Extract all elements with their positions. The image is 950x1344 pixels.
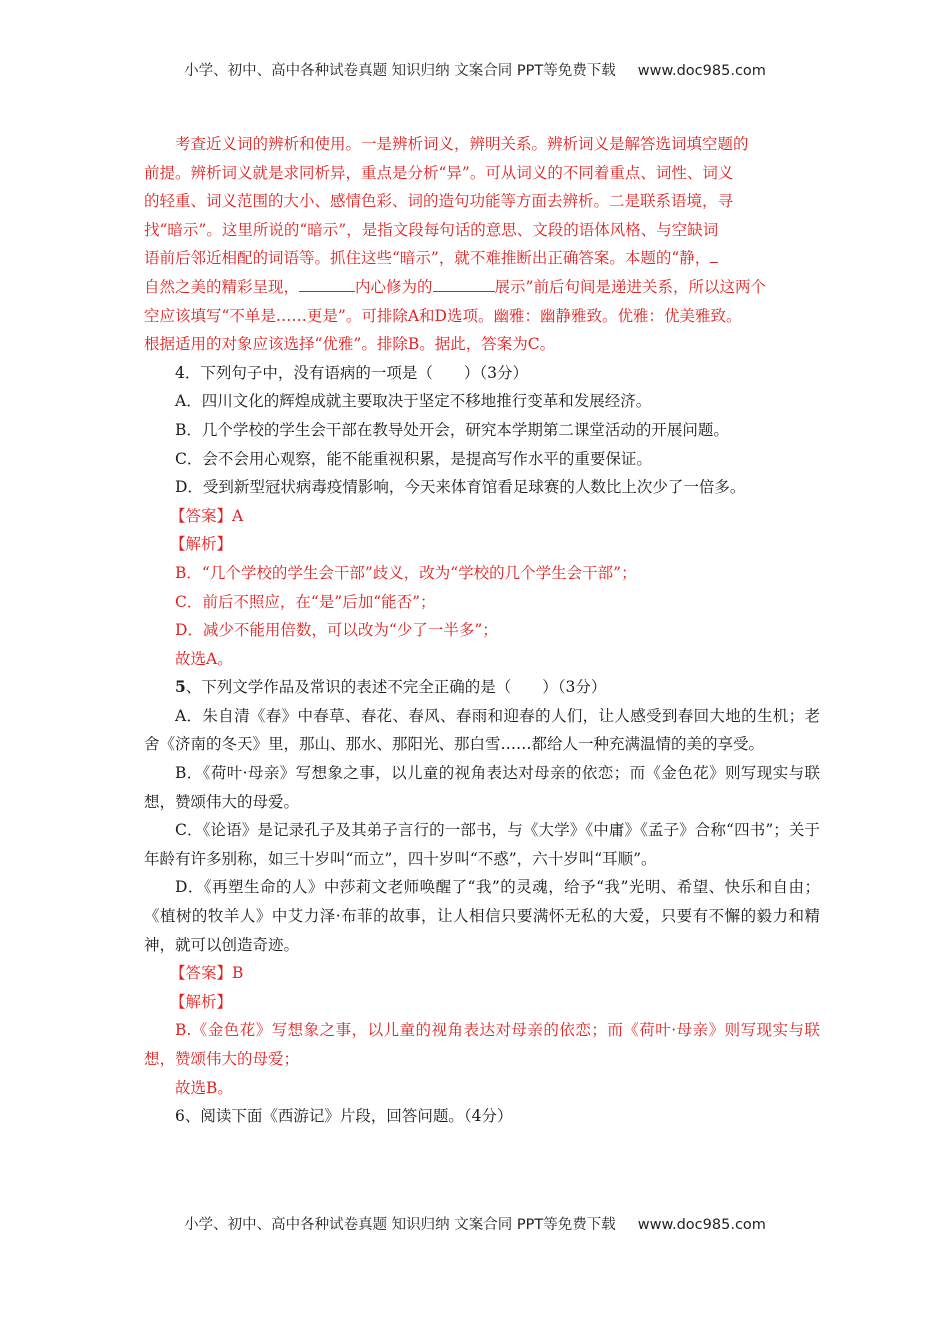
- analysis-text: B.《金色花》写想象之事，以儿童的视角表达对母亲的依恋；而《荷叶·母亲》则写现实与联想，赞颂伟大的母爱；: [144, 1021, 820, 1068]
- header-text: 小学、初中、高中各种试卷真题 知识归纳 文案合同 PPT等免费下载: [184, 63, 616, 79]
- question-6: [144, 1102, 820, 1131]
- analysis-line: 考查近义词的辨析和使用。一是辨析词义，辨明关系。辨析词义是解答选词填空题的: [175, 135, 749, 153]
- analysis-line: 的轻重、词义范围的大小、感情色彩、词的造句功能等方面去辨析。二是联系语境，寻: [144, 192, 734, 211]
- option-c: C．会不会用心观察，能不能重视积累，是提高写作水平的重要保证。: [175, 449, 652, 468]
- page-header: [0, 59, 950, 80]
- answer-label: 【答案】B: [170, 964, 244, 983]
- question-number: 5: [175, 677, 186, 697]
- footer-text: 小学、初中、高中各种试卷真题 知识归纳 文案合同 PPT等免费下载: [184, 1217, 616, 1233]
- question-text: 、下列文学作品及常识的表述不完全正确的是（ ）（3分）: [185, 678, 607, 697]
- analysis-line: 前提。辨析词义就是求同析异，重点是分析“异”。可从词义的不同着重点、词性、词义: [144, 163, 734, 182]
- footer-site-link[interactable]: www.doc985.com: [637, 1217, 766, 1233]
- option-c: C．《论语》是记录孔子及其弟子言行的一部书，与《大学》《中庸》《孟子》合称“四书”；关于年龄有许多别称，如三十岁叫“而立”，四十岁叫“不惑”，六十岁叫“耳顺”。: [144, 821, 820, 868]
- analysis-line: 空应该填写“不单是……更是”。可排除A和D选项。幽雅：幽静雅致。优雅：优美雅致。: [144, 306, 742, 325]
- question-stem: 4．下列句子中，没有语病的一项是（ ）（3分）: [175, 363, 528, 382]
- q3-analysis: [144, 130, 820, 359]
- analysis-text: 展示”前后句间是递进关系，所以这两个: [494, 277, 766, 296]
- analysis-label: 【解析】: [170, 992, 233, 1011]
- analysis-text: 内心修为的: [355, 277, 433, 296]
- document-body: [144, 130, 820, 1131]
- option-a: A．四川文化的辉煌成就主要取决于坚定不移地推行变革和发展经济。: [175, 392, 652, 411]
- fill-blank: [710, 248, 718, 264]
- analysis-line: [144, 273, 820, 302]
- analysis-text: C．前后不照应，在“是”后加“能否”；: [175, 592, 436, 611]
- answer-label: 【答案】A: [170, 506, 244, 525]
- page-footer: [0, 1213, 950, 1234]
- analysis-conclusion: 故选A。: [175, 649, 233, 668]
- question-4: [144, 359, 820, 674]
- option-a: A．朱自清《春》中春草、春花、春风、春雨和迎春的人们，让人感受到春回大地的生机；老舍《济南的冬天》里，那山、那水、那阳光、那白雪……都给人一种充满温情的美的享受。: [144, 706, 820, 754]
- analysis-line: 根据适用的对象应该选择“优雅”。排除B。据此，答案为C。: [144, 335, 556, 354]
- fill-blank: [433, 276, 495, 292]
- analysis-line: 找“暗示”。这里所说的“暗示”，是指文段每句话的意思、文段的语体风格、与空缺词: [144, 220, 719, 239]
- option-d: D．《再塑生命的人》中莎莉文老师唤醒了“我”的灵魂，给予“我”光明、希望、快乐和自由；《植树的牧羊人》中艾力泽·布菲的故事，让人相信只要满怀无私的大爱，只要有不懈的毅力和精神，就可以创造奇迹。: [144, 878, 820, 954]
- fill-blank: [299, 276, 355, 292]
- analysis-text: 自然之美的精彩呈现，: [144, 277, 300, 296]
- analysis-text: D．减少不能用倍数，可以改为“少了一半多”；: [175, 621, 498, 640]
- analysis-text: B．“几个学校的学生会干部”歧义，改为“学校的几个学生会干部”；: [175, 563, 637, 582]
- header-site-link[interactable]: www.doc985.com: [637, 63, 766, 79]
- option-b: B．《荷叶·母亲》写想象之事，以儿童的视角表达对母亲的依恋；而《金色花》则写现实与联想，赞颂伟大的母爱。: [144, 764, 820, 811]
- question-5: [144, 673, 820, 1102]
- analysis-text: 语前后邻近相配的词语等。抓住这些“暗示”，就不难推断出正确答案。本题的“静，: [144, 249, 711, 268]
- question-stem: 6、阅读下面《西游记》片段，回答问题。（4分）: [175, 1107, 513, 1126]
- option-b: B．几个学校的学生会干部在教导处开会，研究本学期第二课堂活动的开展问题。: [175, 420, 729, 439]
- analysis-line: [144, 244, 820, 273]
- question-stem: [144, 673, 820, 702]
- analysis-conclusion: 故选B。: [175, 1078, 233, 1097]
- analysis-label: 【解析】: [170, 535, 233, 554]
- option-d: D．受到新型冠状病毒疫情影响，今天来体育馆看足球赛的人数比上次少了一倍多。: [175, 478, 746, 497]
